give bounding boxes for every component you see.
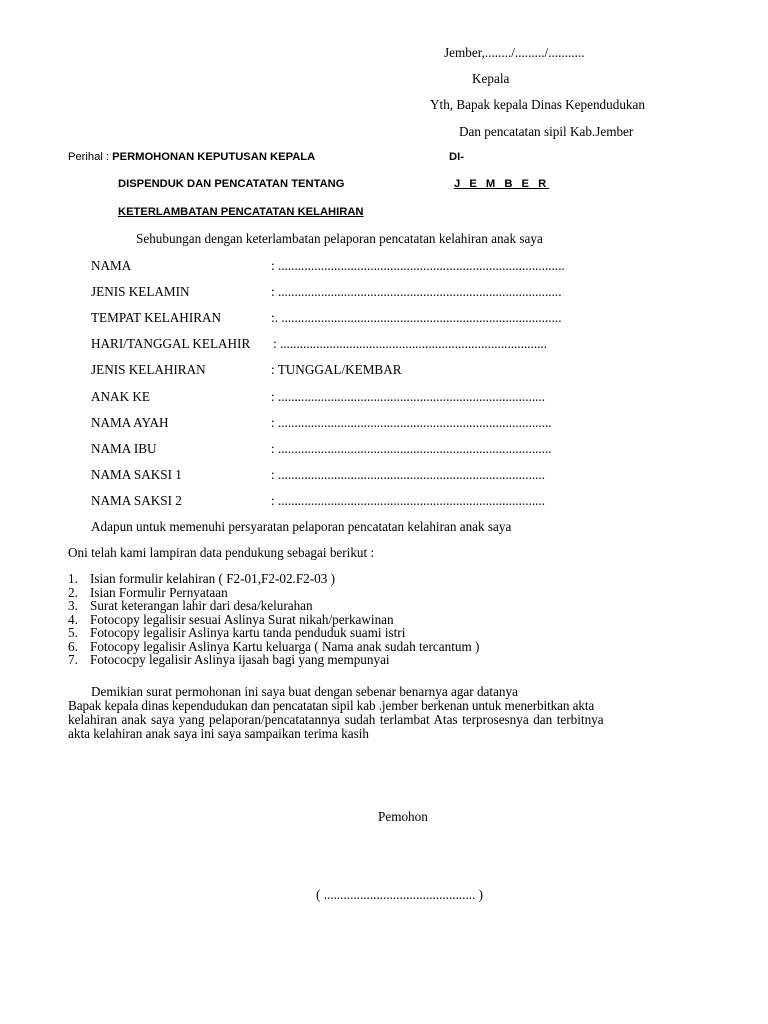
field-value: : .................................................................................: [271, 493, 546, 508]
list-item: [68, 572, 479, 586]
field-value: :. .....................................................................................: [271, 310, 562, 325]
requirements-intro-2: Oni telah kami lampiran data pendukung sebagai berikut :: [68, 545, 375, 560]
closing-line-3: kelahiran anak saya yang pelaporan/pencatatannya sudah terlambat Atas terprosesnya dan terbitnya: [68, 712, 604, 727]
intro-paragraph: Sehubungan dengan keterlambatan pelaporan pencatatan kelahiran anak saya: [136, 231, 543, 246]
list-item-number: 3.: [68, 598, 78, 613]
field-value: : ......................................................................................: [271, 284, 562, 299]
field-value: : .................................................................................: [271, 389, 546, 404]
field-label: NAMA AYAH: [91, 415, 169, 430]
list-item: [68, 653, 479, 667]
list-item-text: Fotocopy legalisir Aslinya Kartu keluarga ( Nama anak sudah tercantum ): [90, 638, 480, 654]
list-item-number: 6.: [68, 638, 78, 654]
list-item-text: Fotocopy legalisir sesuai Aslinya Surat nikah/perkawinan: [90, 611, 394, 627]
list-item-text: Isian Formulir Pernyataan: [90, 584, 228, 600]
field-value: : ...................................................................................: [271, 441, 552, 456]
requirements-list: [68, 572, 479, 667]
field-label: TEMPAT KELAHIRAN: [91, 310, 222, 325]
list-item-number: 5.: [68, 625, 78, 640]
recipient-title: Kepala: [472, 71, 510, 86]
field-label: NAMA IBU: [91, 441, 157, 456]
field-label: NAMA: [91, 258, 132, 273]
list-item: [68, 626, 479, 640]
field-value: : TUNGGAL/KEMBAR: [271, 362, 402, 377]
place-date: Jember,......../........./...........: [444, 45, 585, 60]
list-item: [68, 586, 479, 600]
closing-line-4: akta kelahiran anak saya ini saya sampaikan terima kasih: [68, 726, 369, 741]
list-item-number: 7.: [68, 652, 78, 667]
field-label: HARI/TANGGAL KELAHIR: [91, 336, 251, 351]
field-label: JENIS KELAMIN: [91, 284, 190, 299]
list-item: [68, 640, 479, 654]
subject-prefix: Perihal :: [68, 151, 113, 163]
field-value: : .......................................................................................: [271, 258, 565, 273]
list-item: [68, 599, 479, 613]
list-item-text: Fotocopy legalisir Aslinya kartu tanda penduduk suami istri: [90, 625, 406, 640]
list-item-number: 1.: [68, 571, 78, 586]
list-item-number: 2.: [68, 584, 78, 600]
subject-text-2: DISPENDUK DAN PENCATATAN TENTANG: [118, 178, 345, 190]
field-label: ANAK KE: [91, 389, 150, 404]
field-label: NAMA SAKSI 2: [91, 493, 182, 508]
recipient-city: J E M B E R: [454, 178, 550, 190]
closing-line-2: Bapak kepala dinas kependudukan dan pencatatan sipil kab .jember berkenan untuk menerbitkan akta: [68, 698, 595, 713]
list-item-text: Isian formulir kelahiran ( F2-01,F2-02.F2-03 ): [90, 571, 336, 586]
field-value: : .................................................................................: [273, 336, 548, 351]
field-label: NAMA SAKSI 1: [91, 467, 182, 482]
recipient-di: DI-: [449, 151, 464, 163]
closing-line-1: Demikian surat permohonan ini saya buat dengan sebenar benarnya agar datanya: [91, 684, 518, 699]
field-value: : ...................................................................................: [271, 415, 552, 430]
signature-name-placeholder: ( .............................................. ): [316, 887, 484, 902]
requirements-intro-1: Adapun untuk memenuhi persyaratan pelaporan pencatatan kelahiran anak saya: [91, 519, 512, 534]
list-item: [68, 613, 479, 627]
subject-text-1: PERMOHONAN KEPUTUSAN KEPALA: [112, 151, 316, 163]
signature-label: Pemohon: [378, 809, 428, 824]
subject-line-1: [68, 151, 315, 164]
field-label: JENIS KELAHIRAN: [91, 362, 206, 377]
list-item-text: Fotococpy legalisir Aslinya ijasah bagi yang mempunyai: [90, 652, 390, 667]
list-item-text: Surat keterangan lahir dari desa/kelurahan: [90, 598, 313, 613]
field-value: : .................................................................................: [271, 467, 546, 482]
list-item-number: 4.: [68, 611, 78, 627]
subject-text-3: KETERLAMBATAN PENCATATAN KELAHIRAN: [118, 206, 364, 218]
recipient-line-1: Yth, Bapak kepala Dinas Kependudukan: [430, 97, 645, 112]
recipient-line-2: Dan pencatatan sipil Kab.Jember: [459, 124, 634, 139]
